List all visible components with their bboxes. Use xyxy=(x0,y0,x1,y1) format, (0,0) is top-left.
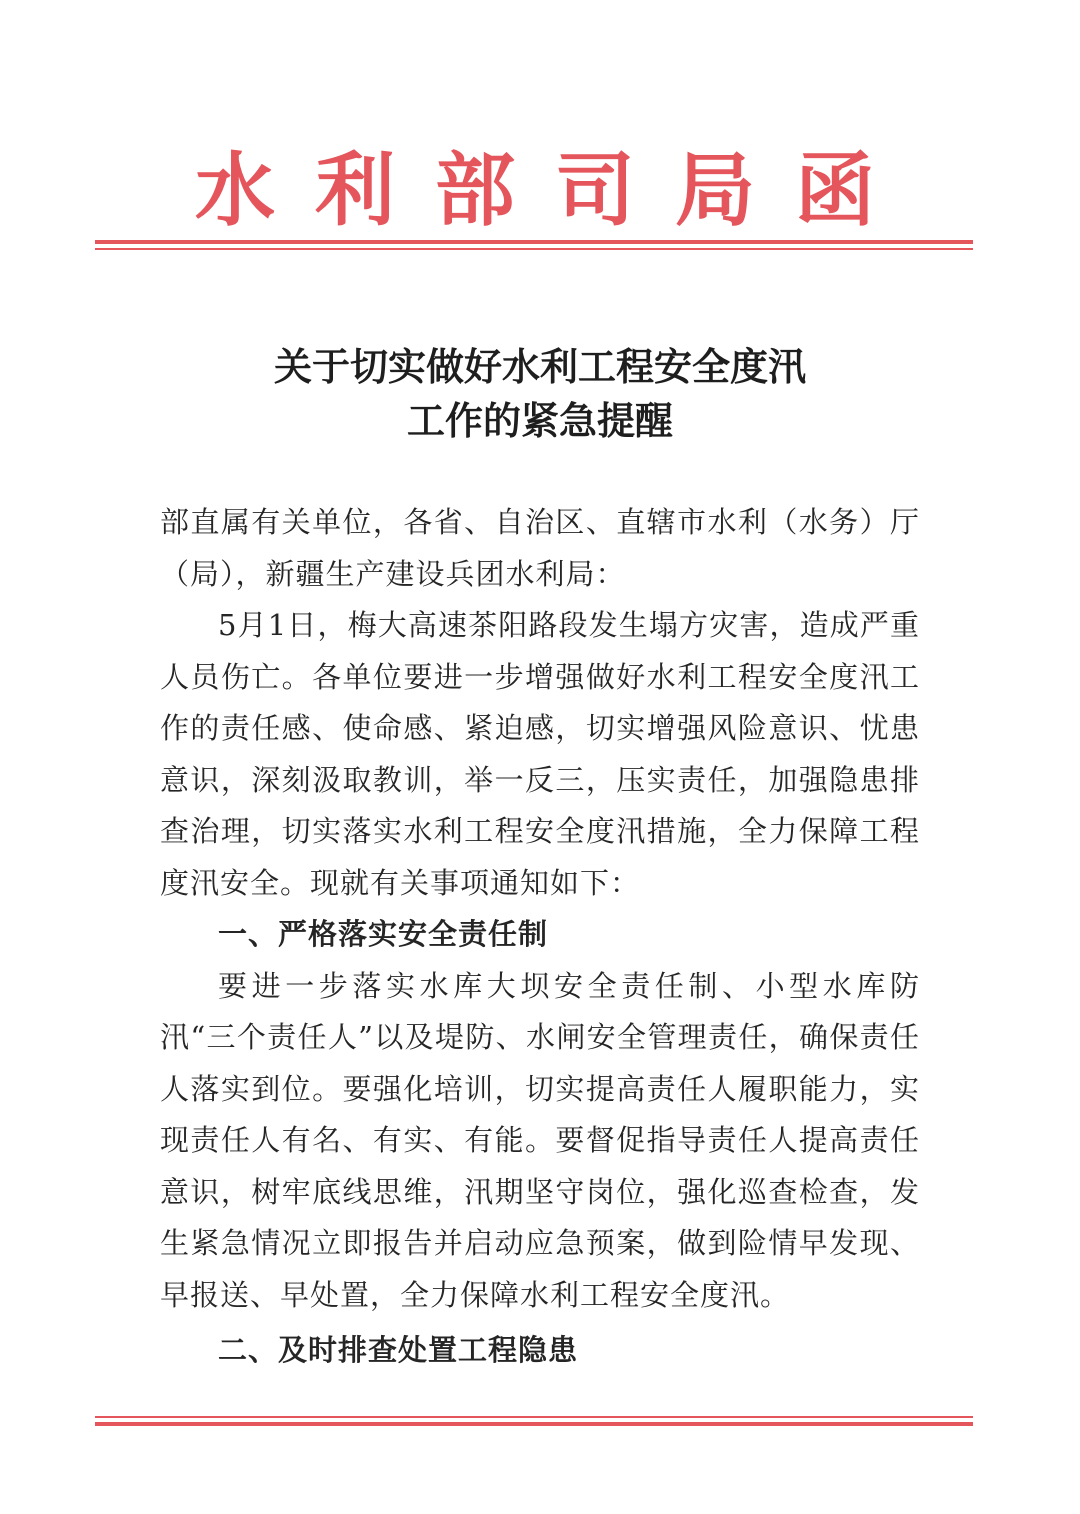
masthead xyxy=(95,146,970,236)
title-line: 关于切实做好水利工程安全度汛 xyxy=(273,344,806,389)
document-title xyxy=(130,340,950,448)
masthead-char: 利 xyxy=(315,144,395,237)
masthead-char: 函 xyxy=(795,144,875,237)
section-heading: 二、及时排查处置工程隐患 xyxy=(218,1333,579,1367)
section-heading: 一、严格落实安全责任制 xyxy=(218,917,549,951)
document-body xyxy=(160,497,920,1377)
title-line: 工作的紧急提醒 xyxy=(406,398,673,443)
masthead-char: 局 xyxy=(675,144,755,237)
masthead-char: 水 xyxy=(195,144,275,237)
masthead-char: 司 xyxy=(555,144,635,237)
footer-divider xyxy=(95,1416,973,1426)
addressee: 部直属有关单位，各省、自治区、直辖市水利（水务）厅（局），新疆生产建设兵团水利局： xyxy=(160,505,920,591)
paragraph: 5月1日，梅大高速茶阳路段发生塌方灾害，造成严重人员伤亡。各单位要进一步增强做好水利工程安全度汛工作的责任感、使命感、紧迫感，切实增强风险意识、忧患意识，深刻汲取教训，举一反三，压实责任，加强隐患排查治理，切实落实水利工程安全度汛措施，全力保障工程度汛安全。现就有关事项通知如下： xyxy=(160,608,920,900)
masthead-divider xyxy=(95,240,973,250)
masthead-char: 部 xyxy=(435,144,515,237)
paragraph: 要进一步落实水库大坝安全责任制、小型水库防汛“三个责任人”以及堤防、水闸安全管理责任，确保责任人落实到位。要强化培训，切实提高责任人履职能力，实现责任人有名、有实、有能。要督促指导责任人提高责任意识，树牢底线思维，汛期坚守岗位，强化巡查检查，发生紧急情况立即报告并启动应急预案，做到险情早发现、早报送、早处置，全力保障水利工程安全度汛。 xyxy=(160,968,920,1312)
